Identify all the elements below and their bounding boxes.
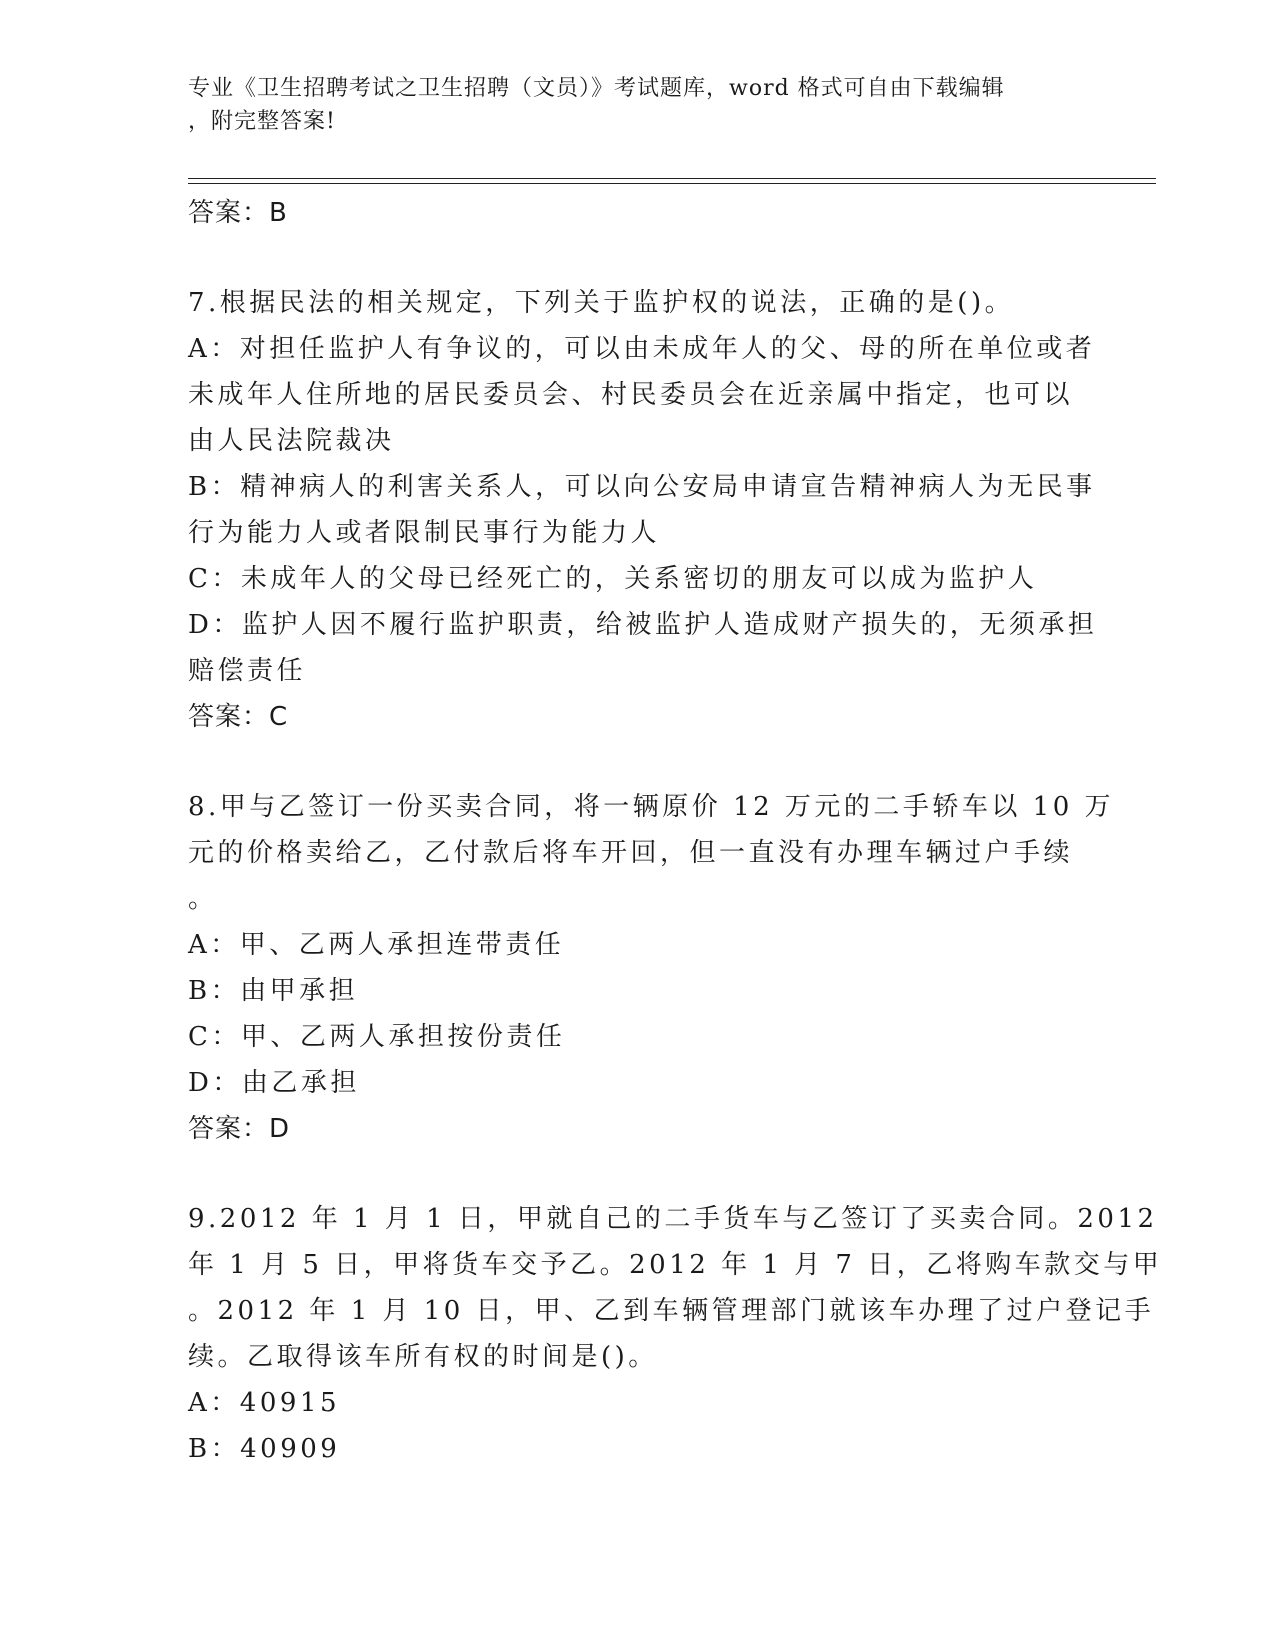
option-line: C：未成年人的父母已经死亡的，关系密切的朋友可以成为监护人: [188, 564, 1038, 594]
question-line: 续。乙取得该车所有权的时间是()。: [188, 1342, 658, 1372]
page-header: [188, 72, 1088, 138]
question-line: 。2012 年 1 月 10 日，甲、乙到车辆管理部门就该车办理了过户登记手: [188, 1296, 1155, 1326]
option-line: 赔偿责任: [188, 656, 307, 686]
option-line: B：40909: [188, 1434, 341, 1464]
question-line: 8.甲与乙签订一份买卖合同，将一辆原价 12 万元的二手轿车以 10 万: [188, 792, 1115, 822]
document-body: [188, 190, 1163, 1472]
option-line: B：精神病人的利害关系人，可以向公安局申请宣告精神病人为无民事: [188, 472, 1096, 502]
question-line: 9.2012 年 1 月 1 日，甲就自己的二手货车与乙签订了买卖合同。2012: [188, 1204, 1158, 1234]
option-line: C：甲、乙两人承担按份责任: [188, 1022, 566, 1052]
option-line: A：甲、乙两人承担连带责任: [188, 930, 565, 960]
option-line: D：由乙承担: [188, 1068, 360, 1098]
question-7: [188, 280, 1098, 740]
previous-answer: 答案：B: [188, 198, 288, 228]
answer-label: 答案：D: [188, 1114, 291, 1144]
question-9: [188, 1196, 1163, 1472]
option-line: B：由甲承担: [188, 976, 359, 1006]
option-line: A：40915: [188, 1388, 340, 1418]
option-line: 由人民法院裁决: [188, 426, 395, 456]
header-line-1: 专业《卫生招聘考试之卫生招聘（文员）》考试题库，word 格式可自由下载编辑: [188, 76, 1005, 101]
header-rule-top: [188, 178, 1156, 179]
answer-label: 答案：C: [188, 702, 289, 732]
header-rule-bottom: [188, 183, 1156, 184]
question-line: 。: [188, 884, 218, 914]
question-line: 元的价格卖给乙，乙付款后将车开回，但一直没有办理车辆过户手续: [188, 838, 1074, 868]
question-line: 年 1 月 5 日，甲将货车交予乙。2012 年 1 月 7 日，乙将购车款交与甲: [188, 1250, 1163, 1280]
option-line: 未成年人住所地的居民委员会、村民委员会在近亲属中指定，也可以: [188, 380, 1074, 410]
option-line: 行为能力人或者限制民事行为能力人: [188, 518, 661, 548]
option-line: D：监护人因不履行监护职责，给被监护人造成财产损失的，无须承担: [188, 610, 1098, 640]
question-8: [188, 784, 1115, 1152]
header-line-2: ，附完整答案!: [188, 109, 336, 134]
question-line: 7.根据民法的相关规定，下列关于监护权的说法，正确的是()。: [188, 288, 1015, 318]
option-line: A：对担任监护人有争议的，可以由未成年人的父、母的所在单位或者: [188, 334, 1096, 364]
